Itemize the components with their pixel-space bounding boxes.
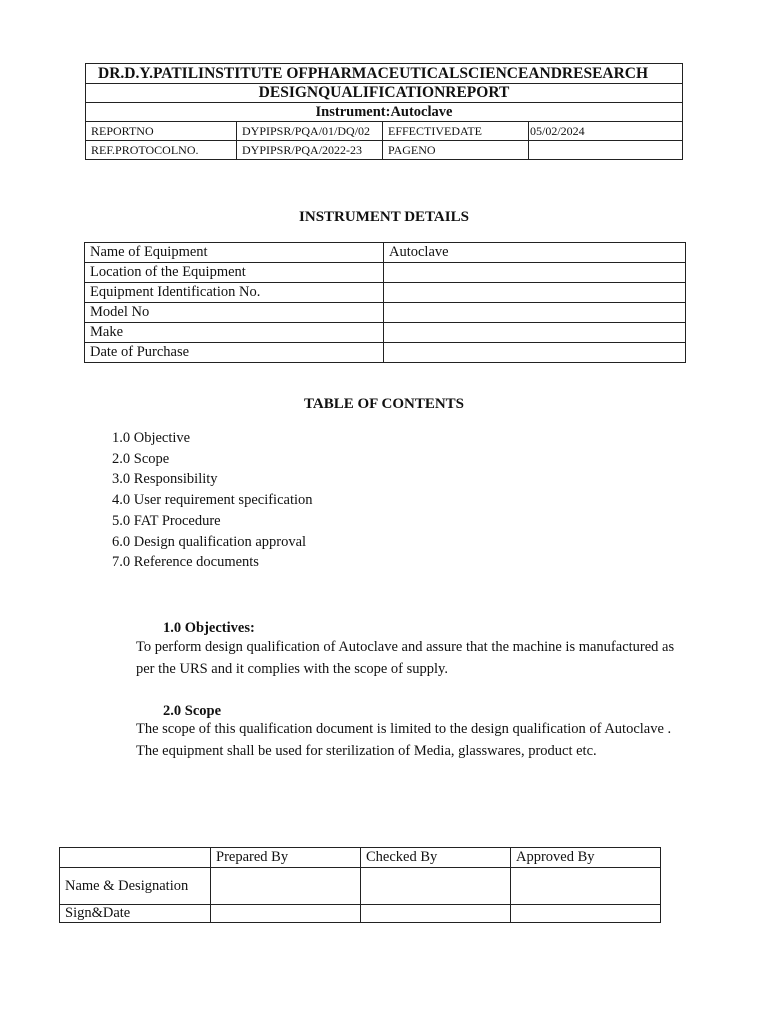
instrument-details-heading: INSTRUMENT DETAILS xyxy=(299,209,469,225)
location-value xyxy=(384,263,686,283)
signature-table xyxy=(59,847,661,923)
name-designation-label: Name & Designation xyxy=(60,868,211,905)
instrument-name: Instrument:Autoclave xyxy=(86,103,683,122)
prepared-sign-cell xyxy=(211,905,361,923)
table-of-contents xyxy=(112,428,313,573)
table-row xyxy=(85,243,686,263)
approved-sign-cell xyxy=(511,905,661,923)
identification-value xyxy=(384,283,686,303)
table-row xyxy=(85,303,686,323)
effective-date-value: 05/02/2024 xyxy=(529,122,683,141)
report-no-label: REPORTNO xyxy=(86,122,237,141)
model-no-value xyxy=(384,303,686,323)
instrument-details-table xyxy=(84,242,686,363)
location-label: Location of the Equipment xyxy=(85,263,384,283)
purchase-date-label: Date of Purchase xyxy=(85,343,384,363)
table-row xyxy=(85,323,686,343)
page-no-value xyxy=(529,141,683,160)
checked-sign-cell xyxy=(361,905,511,923)
toc-item: 5.0 FAT Procedure xyxy=(112,512,221,529)
equipment-name-label: Name of Equipment xyxy=(85,243,384,263)
toc-item: 3.0 Responsibility xyxy=(112,471,218,488)
make-value xyxy=(384,323,686,343)
toc-item: 2.0 Scope xyxy=(112,450,170,467)
toc-item: 4.0 User requirement specification xyxy=(112,492,313,509)
table-row xyxy=(60,848,661,868)
report-no-value: DYPIPSR/PQA/01/DQ/02 xyxy=(237,122,383,141)
scope-text: The scope of this qualification document is limited to the design qualification of Autoclave . The equipment shall be used for sterilization of Media, glasswares, product etc. xyxy=(136,721,672,759)
table-row xyxy=(85,283,686,303)
make-label: Make xyxy=(85,323,384,343)
objectives-heading: 1.0 Objectives: xyxy=(163,620,255,636)
header-row xyxy=(86,141,683,160)
table-row xyxy=(60,905,661,923)
checked-by-header: Checked By xyxy=(361,848,511,868)
toc-item: 6.0 Design qualification approval xyxy=(112,533,307,550)
scope-heading: 2.0 Scope xyxy=(163,703,221,719)
page-no-label: PAGENO xyxy=(383,141,529,160)
report-header-table xyxy=(85,63,683,160)
identification-label: Equipment Identification No. xyxy=(85,283,384,303)
table-row xyxy=(85,263,686,283)
table-row xyxy=(60,868,661,905)
model-no-label: Model No xyxy=(85,303,384,323)
toc-item: 1.0 Objective xyxy=(112,430,191,446)
institute-name: DR.D.Y.PATILINSTITUTE OFPHARMACEUTICALSCIENCEANDRESEARCH xyxy=(86,64,683,84)
ref-protocol-value: DYPIPSR/PQA/2022-23 xyxy=(237,141,383,160)
ref-protocol-label: REF.PROTOCOLNO. xyxy=(86,141,237,160)
signature-header-blank xyxy=(60,848,211,868)
approved-by-header: Approved By xyxy=(511,848,661,868)
objectives-text: To perform design qualification of Autoclave and assure that the machine is manufactured as per the URS and it complies with the scope of supply. xyxy=(136,639,675,677)
table-row xyxy=(85,343,686,363)
effective-date-label: EFFECTIVEDATE xyxy=(383,122,529,141)
equipment-name-value: Autoclave xyxy=(384,243,686,263)
prepared-by-header: Prepared By xyxy=(211,848,361,868)
prepared-name-cell xyxy=(211,868,361,905)
checked-name-cell xyxy=(361,868,511,905)
approved-name-cell xyxy=(511,868,661,905)
toc-heading: TABLE OF CONTENTS xyxy=(303,396,465,412)
report-title: DESIGNQUALIFICATIONREPORT xyxy=(86,84,683,103)
sign-date-label: Sign&Date xyxy=(60,905,211,923)
toc-item: 7.0 Reference documents xyxy=(112,554,259,571)
purchase-date-value xyxy=(384,343,686,363)
header-row xyxy=(86,122,683,141)
